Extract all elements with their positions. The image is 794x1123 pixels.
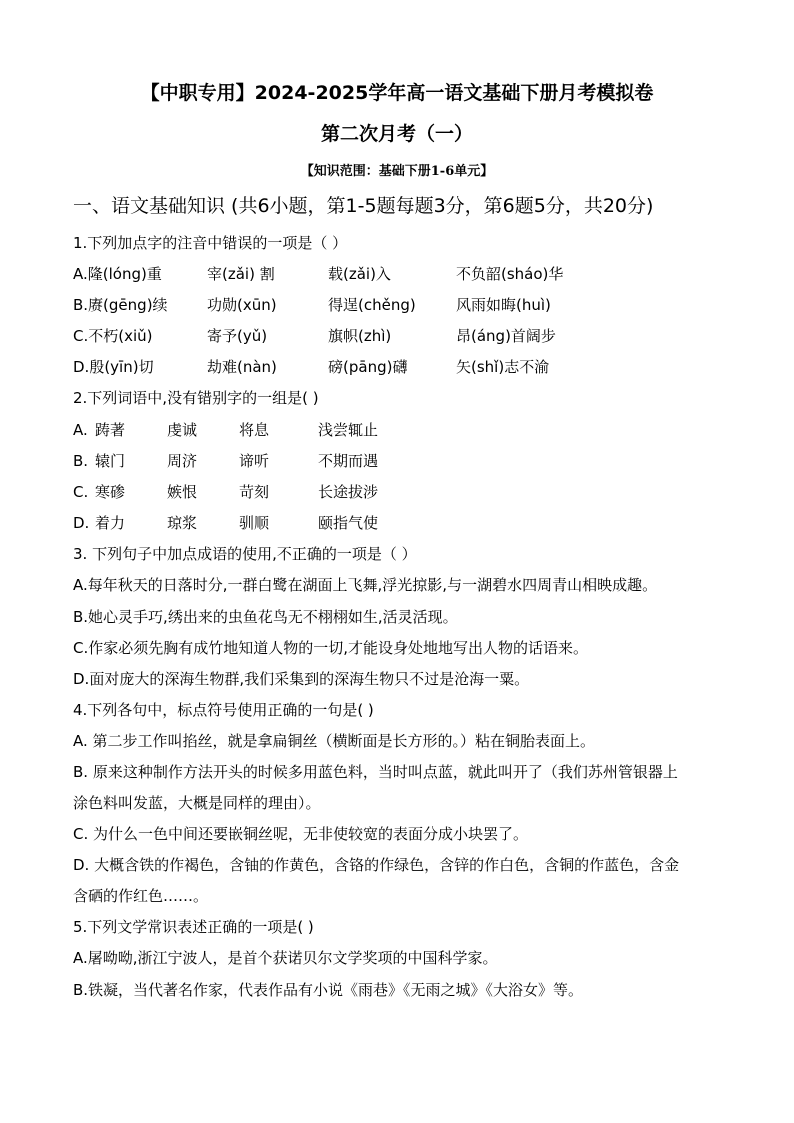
option-letter: C. bbox=[73, 483, 89, 501]
option-item: D.殷(yīn)切 bbox=[73, 358, 154, 376]
question-3-option-c: C.作家必须先胸有成竹地知道人物的一切,才能设身处地地写出人物的话语来。 bbox=[73, 639, 589, 657]
question-3-option-b: B.她心灵手巧,绣出来的虫鱼花鸟无不栩栩如生,活灵活现。 bbox=[73, 608, 458, 626]
option-item: 风雨如晦(huì) bbox=[456, 296, 551, 314]
option-item: 功勋(xūn) bbox=[207, 296, 277, 314]
question-3-option-d: D.面对庞大的深海生物群,我们采集到的深海生物只不过是沧海一粟。 bbox=[73, 670, 530, 688]
question-4-option-b: B. 原来这种制作方法开头的时候多用蓝色料，当时叫点蓝，就此叫开了（我们苏州管银器上 bbox=[73, 763, 678, 781]
option-item: 不负韶(sháo)华 bbox=[456, 265, 564, 283]
option-word: 着力 bbox=[95, 514, 126, 532]
question-5-option-b: B.铁凝，当代著名作家，代表作品有小说《雨巷》《无雨之城》《大浴女》等。 bbox=[73, 981, 584, 999]
option-letter: A. bbox=[73, 421, 88, 439]
question-4-option-c: C. 为什么一色中间还要嵌铜丝呢，无非使较宽的表面分成小块罢了。 bbox=[73, 825, 529, 843]
question-3-option-a: A.每年秋天的日落时分,一群白鹭在湖面上飞舞,浮光掠影,与一湖碧水四周青山相映成趣。 bbox=[73, 576, 658, 594]
exam-title: 【中职专用】2024-2025学年高一语文基础下册月考模拟卷 bbox=[140, 82, 654, 104]
option-item: C.不朽(xiǔ) bbox=[73, 327, 153, 345]
question-1-stem: 1.下列加点字的注音中错误的一项是（ ） bbox=[73, 234, 348, 252]
option-letter: D. bbox=[73, 514, 90, 532]
question-2-stem: 2.下列词语中,没有错别字的一组是( ) bbox=[73, 389, 319, 407]
section-heading: 一、语文基础知识 (共6小题，第1-5题每题3分，第6题5分，共20分) bbox=[73, 195, 654, 217]
option-item: 载(zǎi)入 bbox=[328, 265, 391, 283]
option-item: A.隆(lóng)重 bbox=[73, 265, 162, 283]
option-item: 劫难(nàn) bbox=[207, 358, 277, 376]
question-5-option-a: A.屠呦呦,浙江宁波人，是首个获诺贝尔文学奖项的中国科学家。 bbox=[73, 949, 498, 967]
option-word: 琼浆 bbox=[167, 514, 198, 532]
option-word: 不期而遇 bbox=[318, 452, 379, 470]
option-word: 浅尝辄止 bbox=[318, 421, 379, 439]
option-item: 寄予(yǔ) bbox=[207, 327, 268, 345]
option-item: 矢(shǐ)志不渝 bbox=[456, 358, 550, 376]
option-item: 宰(zǎi) 割 bbox=[207, 265, 275, 283]
option-word: 周济 bbox=[167, 452, 198, 470]
option-word: 苛刻 bbox=[239, 483, 270, 501]
option-word: 踌著 bbox=[95, 421, 126, 439]
question-4-option-a: A. 第二步工作叫掐丝，就是拿扁铜丝（横断面是长方形的。）粘在铜胎表面上。 bbox=[73, 732, 596, 750]
question-4-option-d-cont: 含硒的作红色……。 bbox=[73, 887, 209, 905]
option-word: 将息 bbox=[239, 421, 270, 439]
option-item: 得逞(chěng) bbox=[328, 296, 416, 314]
exam-subtitle: 第二次月考（一） bbox=[320, 123, 473, 145]
option-word: 谛听 bbox=[239, 452, 270, 470]
option-item: B.赓(gēng)续 bbox=[73, 296, 168, 314]
option-word: 颐指气使 bbox=[318, 514, 379, 532]
option-item: 昂(áng)首阔步 bbox=[456, 327, 556, 345]
option-item: 旗帜(zhì) bbox=[328, 327, 392, 345]
question-3-stem: 3. 下列句子中加点成语的使用,不正确的一项是（ ） bbox=[73, 545, 417, 563]
question-4-option-b-cont: 涂色料叫发蓝，大概是同样的理由）。 bbox=[73, 794, 321, 812]
option-word: 驯顺 bbox=[239, 514, 270, 532]
question-5-stem: 5.下列文学常识表述正确的一项是( ) bbox=[73, 918, 314, 936]
option-item: 磅(pāng)礴 bbox=[328, 358, 408, 376]
option-letter: B. bbox=[73, 452, 89, 470]
option-word: 长途拔涉 bbox=[318, 483, 379, 501]
option-word: 辕门 bbox=[95, 452, 126, 470]
knowledge-scope: 【知识范围：基础下册1-6单元】 bbox=[300, 164, 494, 179]
question-4-stem: 4.下列各句中，标点符号使用正确的一句是( ) bbox=[73, 701, 374, 719]
option-word: 寒碜 bbox=[95, 483, 126, 501]
option-word: 嫉恨 bbox=[167, 483, 198, 501]
question-4-option-d: D. 大概含铁的作褐色，含铀的作黄色，含铬的作绿色，含锌的作白色，含铜的作蓝色，含金 bbox=[73, 856, 680, 874]
option-word: 虔诚 bbox=[167, 421, 198, 439]
